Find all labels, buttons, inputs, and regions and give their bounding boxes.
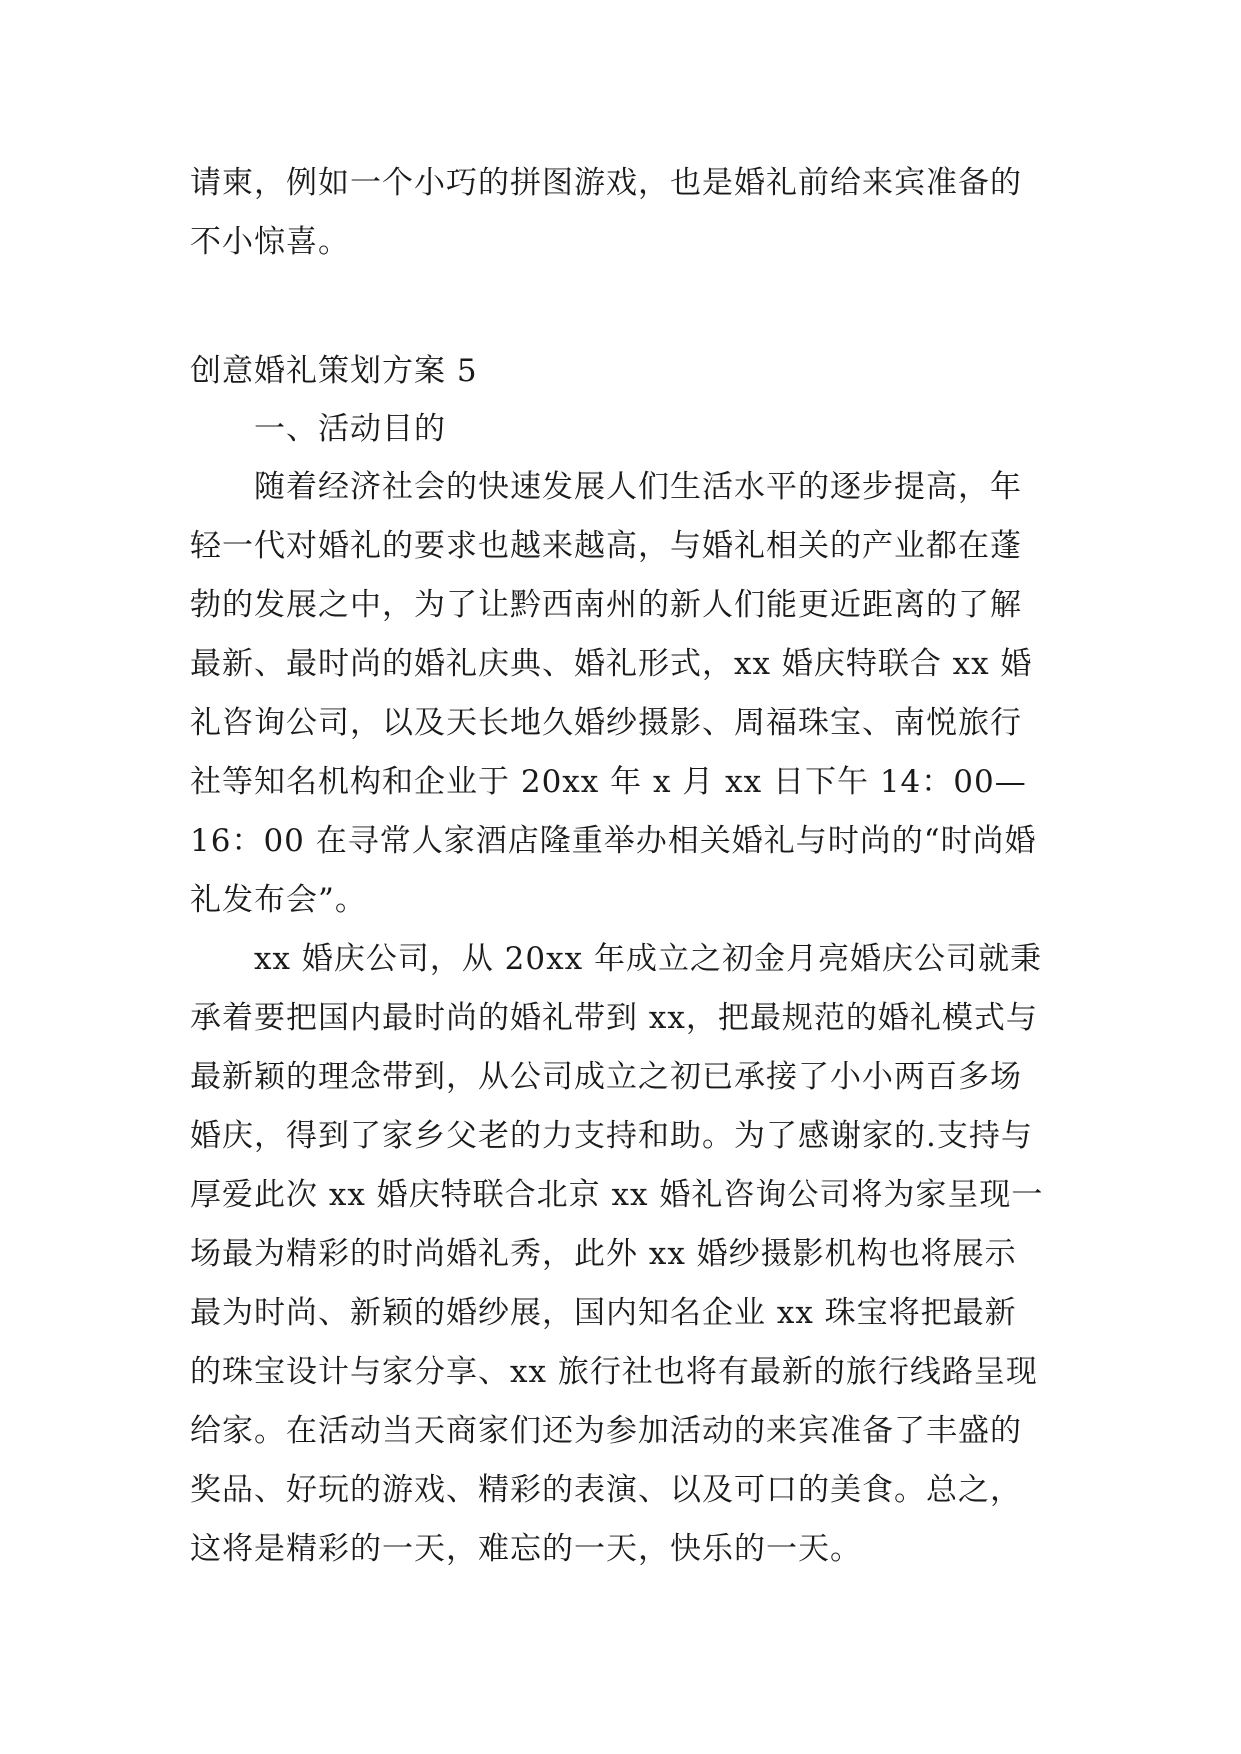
body-paragraph-2: xx 婚庆公司，从 20xx 年成立之初金月亮婚庆公司就秉承着要把国内最时尚的婚礼带到 xx，把最规范的婚礼模式与最新颖的理念带到，从公司成立之初已承接了小小两百多场婚庆，得到了家乡父老的力支持和助。为了感谢家的.支持与厚爱此次 xx 婚庆特联合北京 xx 婚礼咨询公司将为家呈现一场最为精彩的时尚婚礼秀，此外 xx 婚纱摄影机构也将展示最为时尚、新颖的婚纱展，国内知名企业 xx 珠宝将把最新的珠宝设计与家分享、xx 旅行社也将有最新的旅行线路呈现给家。在活动当天商家们还为参加活动的来宾准备了丰盛的奖品、好玩的游戏、精彩的表演、以及可口的美食。总之，这将是精彩的一天，难忘的一天，快乐的一天。 [190, 941, 1044, 1567]
section-title: 创意婚礼策划方案 5 [190, 353, 478, 389]
body-paragraph-1: 随着经济社会的快速发展人们生活水平的逐步提高，年轻一代对婚礼的要求也越来越高，与婚礼相关的产业都在蓬勃的发展之中，为了让黔西南州的新人们能更近距离的了解最新、最时尚的婚礼庆典、婚礼形式，xx 婚庆特联合 xx 婚礼咨询公司，以及天长地久婚纱摄影、周福珠宝、南悦旅行社等知名机构和企业于 20xx 年 x 月 xx 日下午 14：00—16：00 在寻常人家酒店隆重举办相关婚礼与时尚的“时尚婚礼发布会”。 [190, 469, 1037, 918]
continued-paragraph: 请柬，例如一个小巧的拼图游戏，也是婚礼前给来宾准备的不小惊喜。 [190, 165, 1022, 260]
section-heading-activity-purpose: 一、活动目的 [254, 411, 446, 447]
